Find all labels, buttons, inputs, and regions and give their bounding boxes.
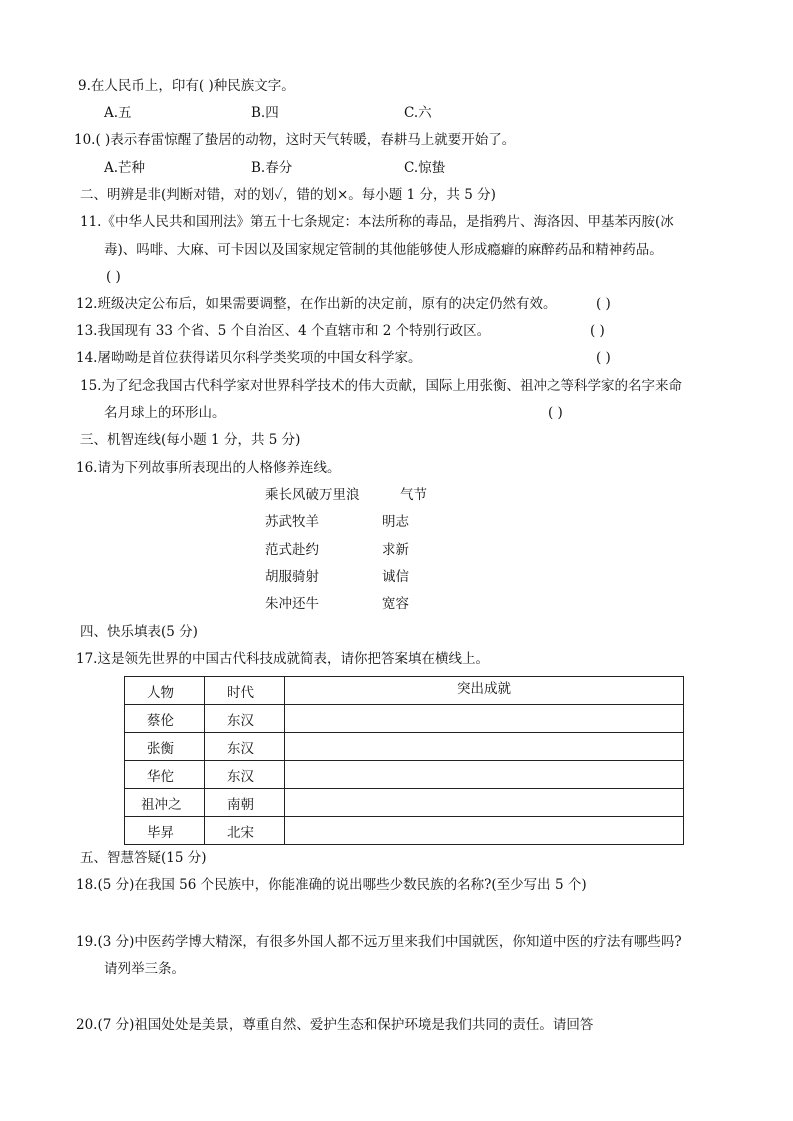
achievements-table	[124, 676, 684, 845]
virtue-item[interactable]: 气节	[400, 487, 427, 503]
q10-option-c[interactable]: C.惊蛰	[404, 160, 446, 176]
question-14-blank[interactable]: ( )	[596, 350, 611, 366]
story-item[interactable]: 朱冲还牛	[265, 596, 319, 612]
table-row	[125, 817, 684, 845]
table-cell-era: 南朝	[205, 789, 285, 817]
table-header-row	[125, 677, 684, 705]
section-4-title: 四、快乐填表(5 分)	[80, 624, 198, 640]
question-17: 17.这是领先世界的中国古代科技成就简表，请你把答案填在横线上。	[76, 651, 489, 667]
table-cell-era: 北宋	[205, 817, 285, 845]
table-row	[125, 789, 684, 817]
question-15-line-1: 15.为了纪念我国古代科学家对世界科学技术的伟大贡献，国际上用张衡、祖冲之等科学家的名字来命	[80, 378, 682, 394]
q9-option-c[interactable]: C.六	[404, 105, 432, 121]
table-cell-achievement[interactable]	[285, 733, 684, 761]
question-13: 13.我国现有 33 个省、5 个自治区、4 个直辖市和 2 个特别行政区。	[76, 323, 491, 339]
section-2-title: 二、明辨是非(判断对错，对的划✓，错的划×。每小题 1 分，共 5 分)	[80, 187, 496, 203]
question-12: 12.班级决定公布后，如果需要调整，在作出新的决定前，原有的决定仍然有效。	[76, 296, 557, 312]
virtue-item[interactable]: 明志	[382, 514, 409, 530]
question-13-blank[interactable]: ( )	[590, 323, 605, 339]
question-12-blank[interactable]: ( )	[596, 296, 611, 312]
table-cell-person: 张衡	[125, 733, 205, 761]
question-10: 10.( )表示春雷惊醒了蛰居的动物，这时天气转暖，春耕马上就要开始了。	[74, 132, 516, 148]
table-cell-achievement[interactable]	[285, 789, 684, 817]
virtue-item[interactable]: 求新	[382, 542, 409, 558]
question-19-line-1: 19.(3 分)中医药学博大精深，有很多外国人都不远万里来我们中国就医，你知道中医的疗法有哪些吗?	[76, 934, 682, 950]
question-20: 20.(7 分)祖国处处是美景，尊重自然、爱护生态和保护环境是我们共同的责任。请回答	[76, 1017, 594, 1033]
story-item[interactable]: 范式赴约	[265, 542, 319, 558]
table-row	[125, 761, 684, 789]
question-15-blank[interactable]: ( )	[548, 405, 563, 421]
table-cell-person: 毕昇	[125, 817, 205, 845]
virtue-item[interactable]: 宽容	[382, 596, 409, 612]
question-18: 18.(5 分)在我国 56 个民族中，你能准确的说出哪些少数民族的名称?(至少写出 5 个)	[76, 877, 587, 893]
question-11-line-1: 11.《中华人民共和国刑法》第五十七条规定：本法所称的毒品，是指鸦片、海洛因、甲基苯丙胺(冰	[80, 214, 674, 230]
table-cell-era: 东汉	[205, 705, 285, 733]
table-cell-achievement[interactable]	[285, 817, 684, 845]
question-16: 16.请为下列故事所表现出的人格修养连线。	[76, 460, 341, 476]
table-cell-achievement[interactable]	[285, 705, 684, 733]
table-cell-person: 蔡伦	[125, 705, 205, 733]
table-row	[125, 705, 684, 733]
question-19-line-2: 请列举三条。	[104, 961, 185, 977]
question-14: 14.屠呦呦是首位获得诺贝尔科学类奖项的中国女科学家。	[76, 350, 422, 366]
q10-option-b[interactable]: B.春分	[251, 160, 293, 176]
virtue-item[interactable]: 诚信	[382, 569, 409, 585]
story-item[interactable]: 胡服骑射	[265, 569, 319, 585]
question-11-blank[interactable]: ( )	[106, 269, 121, 285]
q10-option-a[interactable]: A.芒种	[104, 160, 146, 176]
question-11-line-2: 毒)、吗啡、大麻、可卡因以及国家规定管制的其他能够使人形成瘾癖的麻醉药品和精神药品。	[104, 242, 663, 258]
table-cell-era: 东汉	[205, 733, 285, 761]
q9-option-b[interactable]: B.四	[251, 105, 279, 121]
table-cell-achievement[interactable]	[285, 761, 684, 789]
section-3-title: 三、机智连线(每小题 1 分，共 5 分)	[80, 432, 301, 448]
q9-option-a[interactable]: A.五	[104, 105, 132, 121]
table-header-era: 时代	[205, 677, 285, 705]
section-5-title: 五、智慧答疑(15 分)	[80, 850, 207, 866]
table-row	[125, 733, 684, 761]
story-item[interactable]: 苏武牧羊	[265, 514, 319, 530]
question-9: 9.在人民币上，印有( )种民族文字。	[78, 78, 295, 94]
table-header-achievement: 突出成就	[285, 677, 684, 705]
story-item[interactable]: 乘长风破万里浪	[265, 487, 360, 503]
table-cell-person: 祖冲之	[125, 789, 205, 817]
table-cell-era: 东汉	[205, 761, 285, 789]
question-15-line-2: 名月球上的环形山。	[104, 405, 226, 421]
table-cell-person: 华佗	[125, 761, 205, 789]
table-header-person: 人物	[125, 677, 205, 705]
